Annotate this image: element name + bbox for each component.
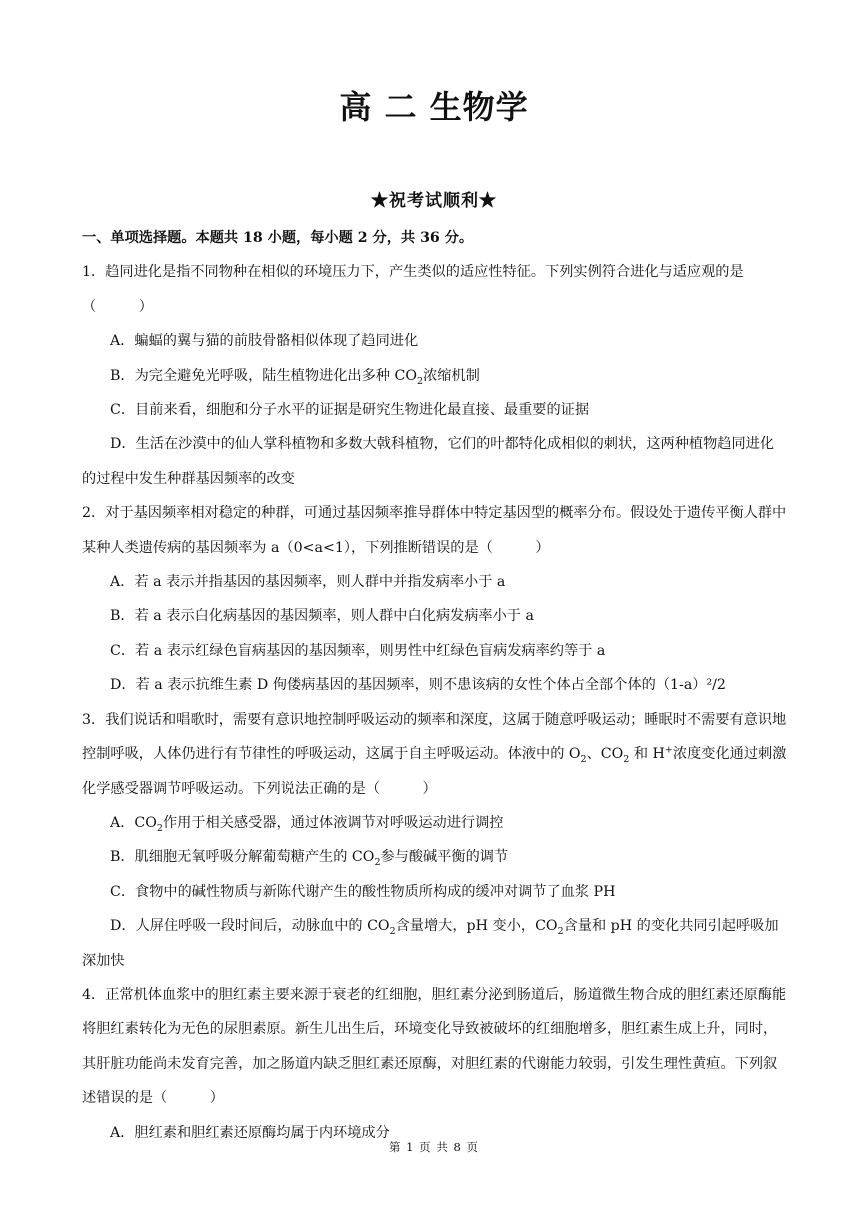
question-3-option-a [82,806,788,840]
question-1-option-d: D．生活在沙漠中的仙人掌科植物和多数大戟科植物，它们的叶都特化成相似的刺状，这两种植物趋同进化的过程中发生种群基因频率的改变 [82,436,775,487]
question-1-option-b [82,359,788,393]
subscript: 2 [557,925,564,937]
option-text: B．肌细胞无氧呼吸分解葡萄糖产生的 CO [110,849,375,866]
stem-text: 3．我们说话和唱歌时，需要有意识地控制呼吸运动的频率和深度，这属于随意呼吸运动；睡眠时不需要有意识地控制呼吸，人体仍进行有节律性的呼吸运动，这属于自主呼吸运动。体液中的 O [82,711,787,763]
option-text: 参与酸碱平衡的调节 [380,849,509,866]
question-1-stem: 1．趋同进化是指不同物种在相似的环境压力下，产生类似的适应性特征。下列实例符合进化与适应观的是（ ） [82,264,744,315]
question-2-option-d: D．若 a 表示抗维生素 D 佝偻病基因的基因频率，则不患该病的女性个体占全部个体的（1-a）²/2 [110,677,726,694]
exam-wish: ★祝考试顺利★ [371,191,497,211]
question-content [82,221,788,1150]
question-3-stem [82,703,788,806]
option-text: A．CO [110,814,157,831]
subscript: 2 [389,925,396,937]
question-1-option-a: A．蝙蝠的翼与猫的前肢骨骼相似体现了趋同进化 [110,333,419,350]
option-text: 浓缩机制 [423,367,480,384]
question-2-option-a: A．若 a 表示并指基因的基因频率，则人群中并指发病率小于 a [110,574,506,591]
question-4-option-a: A．胆红素和胆红素还原酶均属于内环境成分 [110,1124,390,1141]
option-text: 作用于相关感受器，通过体液调节对呼吸运动进行调控 [162,814,504,831]
subscript: 2 [374,857,381,869]
subscript: 2 [417,375,424,387]
option-text: 含量增大，pH 变小，CO [395,918,558,935]
stem-text: 浓度变化通过刺激化学感受器调节呼吸运动。下列说法正确的是（ ） [82,746,787,797]
question-2-option-b: B．若 a 表示白化病基因的基因频率，则人群中白化病发病率小于 a [110,608,534,625]
page-footer: 第 1 页 共 8 页 [389,1140,479,1154]
superscript: + [664,744,673,756]
subscript: 2 [623,753,630,765]
question-2-option-c: C．若 a 表示红绿色盲病基因的基因频率，则男性中红绿色盲病发病率约等于 a [110,642,606,659]
subscript: 2 [156,822,163,834]
question-3-option-c: C．食物中的碱性物质与新陈代谢产生的酸性物质所构成的缓冲对调节了血浆 PH [110,883,616,900]
question-2-stem: 2．对于基因频率相对稳定的种群，可通过基因频率推导群体中特定基因型的概率分布。假设处于遗传平衡人群中某种人类遗传病的基因频率为 a（0<a<1），下列推断错误的是（ ） [82,505,787,556]
page-title: 高 二 生物学 [339,88,529,126]
section-heading: 一、单项选择题。本题共 18 小题，每小题 2 分，共 36 分。 [82,230,474,246]
question-3-option-b [82,840,788,874]
subscript: 2 [580,753,587,765]
stem-text: 、CO [586,746,624,763]
option-text: D．人屏住呼吸一段时间后，动脉血中的 CO [110,918,390,935]
question-3-option-d [82,909,788,978]
option-text: 含量和 pH 的变化共同引起呼吸加深加快 [82,918,779,969]
stem-text: 和 H [629,746,665,763]
option-text: B．为完全避免光呼吸，陆生植物进化出多种 CO [110,367,417,384]
question-1-option-c: C．目前来看，细胞和分子水平的证据是研究生物进化最直接、最重要的证据 [110,402,590,419]
question-4-stem: 4．正常机体血浆中的胆红素主要来源于衰老的红细胞，胆红素分泌到肠道后，肠道微生物合成的胆红素还原酶能将胆红素转化为无色的尿胆素原。新生儿出生后，环境变化导致被破坏的红细胞增多，胆红素生成上升，同时，其肝脏功能尚未发育完善，加之肠道内缺乏胆红素还原酶，对胆红素的代谢能力较弱，引发生理性黄疸。下列叙述错误的是（ ） [82,986,787,1107]
